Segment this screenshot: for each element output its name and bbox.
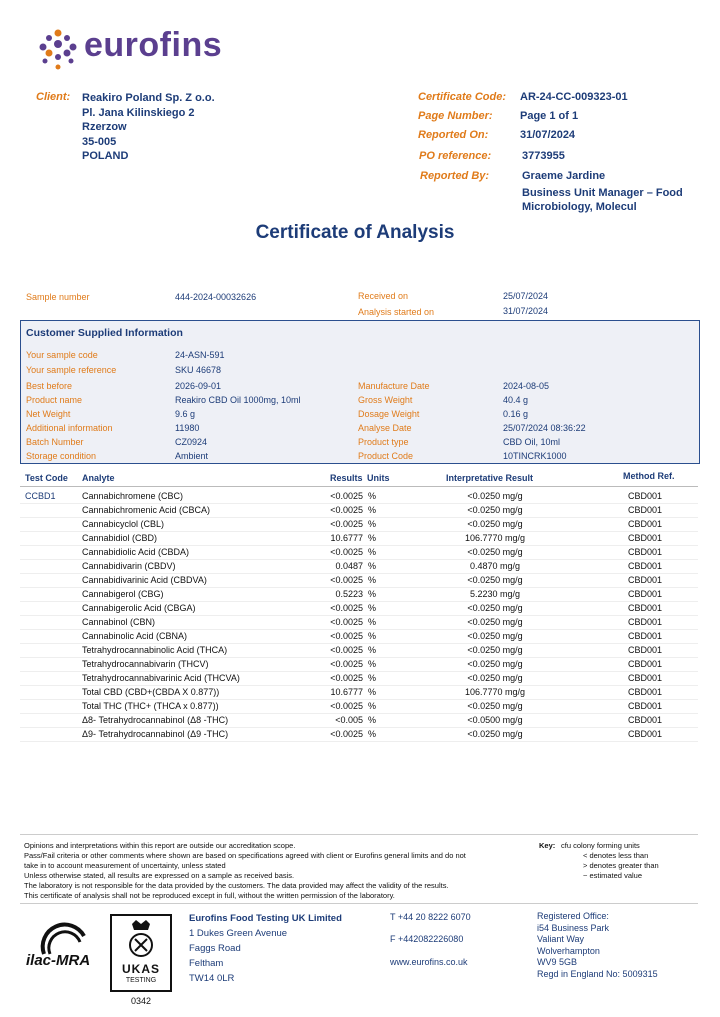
result-cell: <0.0025: [330, 673, 363, 683]
address-line: TW14 0LR: [189, 973, 235, 984]
method-cell: CBD001: [628, 603, 663, 613]
method-cell: CBD001: [628, 547, 663, 557]
table-row-divider: [20, 559, 698, 560]
method-cell: CBD001: [628, 729, 663, 739]
address-line: Feltham: [189, 958, 224, 969]
unit-cell: %: [368, 519, 377, 529]
unit-cell: %: [368, 589, 377, 599]
cert-code-label: Certificate Code:: [418, 91, 507, 103]
result-cell: <0.005: [335, 715, 363, 725]
customer-info-label: Storage condition: [26, 451, 97, 461]
registered-line: Wolverhampton: [537, 945, 600, 956]
analyte-cell: Cannabichromene (CBC): [82, 491, 184, 501]
method-cell: CBD001: [628, 589, 663, 599]
ukas-number: 0342: [131, 996, 152, 1006]
reported-by-title: Microbiology, Molecul: [522, 201, 637, 213]
eurofins-wordmark: eurofins: [84, 26, 223, 64]
unit-cell: %: [368, 645, 377, 655]
page-title: Certificate of Analysis: [255, 222, 455, 243]
fax: F +442082226080: [390, 934, 464, 944]
result-cell: <0.0025: [330, 729, 363, 739]
method-cell: CBD001: [628, 491, 663, 501]
analyte-cell: Cannabidivarinic Acid (CBDVA): [82, 575, 207, 585]
result-cell: <0.0025: [330, 659, 363, 669]
interpretative-cell: <0.0250 mg/g: [467, 617, 523, 627]
interpretative-cell: <0.0250 mg/g: [467, 505, 523, 515]
result-cell: <0.0025: [330, 701, 363, 711]
table-row-divider: [20, 713, 698, 714]
unit-cell: %: [368, 729, 377, 739]
received-on-value: 25/07/2024: [503, 291, 549, 301]
col-results: Results: [330, 473, 363, 483]
customer-info-value: 2024-08-05: [503, 381, 550, 391]
sample-number-label: Sample number: [26, 292, 90, 302]
customer-info-label: Product name: [26, 395, 83, 405]
analyte-cell: Cannabidiol (CBD): [82, 533, 158, 543]
interpretative-cell: 0.4870 mg/g: [469, 561, 521, 571]
customer-info-title: Customer Supplied Information: [26, 327, 183, 339]
footer-note: take in to account measurement of uncertainty, unless stated: [24, 861, 226, 870]
client-line: Rzerzow: [82, 121, 127, 133]
method-cell: CBD001: [628, 519, 663, 529]
registered-line: Valiant Way: [537, 934, 585, 944]
company-address: [189, 911, 342, 986]
customer-info-value: 9.6 g: [175, 409, 196, 419]
table-row-divider: [20, 699, 698, 700]
registered-line: Registered Office:: [537, 911, 609, 921]
col-interpretative: Interpretative Result: [446, 473, 534, 483]
interpretative-cell: 106.7770 mg/g: [464, 533, 526, 543]
customer-info-value: 0.16 g: [503, 409, 529, 419]
analyte-cell: Total CBD (CBD+(CBDA X 0.877)): [82, 687, 220, 697]
result-cell: <0.0025: [330, 603, 363, 613]
registered-line: Regd in England No: 5009315: [537, 968, 658, 979]
table-row-divider: [20, 671, 698, 672]
customer-info-value: Reakiro CBD Oil 1000mg, 10ml: [175, 395, 301, 405]
reported-by-label: Reported By:: [420, 170, 490, 182]
result-cell: <0.0025: [330, 519, 363, 529]
key-line: > denotes greater than: [583, 861, 659, 870]
interpretative-cell: <0.0250 mg/g: [467, 659, 523, 669]
interpretative-cell: 5.2230 mg/g: [469, 589, 521, 599]
po-value: 3773955: [522, 150, 565, 162]
method-cell: CBD001: [628, 645, 663, 655]
unit-cell: %: [368, 701, 377, 711]
analysis-started-value: 31/07/2024: [503, 306, 549, 316]
footer-divider-2: [20, 903, 698, 904]
customer-info-label: Additional information: [26, 423, 113, 433]
table-row-divider: [20, 657, 698, 658]
analyte-cell: Cannabidivarin (CBDV): [82, 561, 176, 571]
unit-cell: %: [368, 505, 377, 515]
method-cell: CBD001: [628, 701, 663, 711]
analyte-cell: Cannabicyclol (CBL): [82, 519, 165, 529]
table-row-divider: [20, 615, 698, 616]
analyte-cell: Cannabigerol (CBG): [82, 589, 164, 599]
table-row-divider: [20, 685, 698, 686]
customer-info-value: Ambient: [175, 451, 209, 461]
unit-cell: %: [368, 687, 377, 697]
result-cell: <0.0025: [330, 575, 363, 585]
eurofins-logo: [36, 28, 236, 72]
key-line: cfu colony forming units: [561, 841, 640, 850]
received-on-label: Received on: [358, 291, 409, 301]
interpretative-cell: <0.0250 mg/g: [467, 673, 523, 683]
client-address: [82, 91, 215, 164]
customer-info-value: 24-ASN-591: [175, 350, 225, 360]
result-cell: <0.0025: [330, 617, 363, 627]
table-row-divider: [20, 629, 698, 630]
ilac-mra-text: ilac-MRA: [26, 952, 91, 969]
page-number-value: Page 1 of 1: [520, 110, 579, 122]
col-analyte: Analyte: [82, 473, 115, 483]
interpretative-cell: <0.0250 mg/g: [467, 519, 523, 529]
website-link[interactable]: www.eurofins.co.uk: [390, 957, 468, 967]
table-row-divider: [20, 573, 698, 574]
analyte-cell: Cannabichromenic Acid (CBCA): [82, 505, 211, 515]
result-cell: 10.6777: [330, 687, 363, 697]
customer-info-label: Your sample code: [26, 350, 98, 360]
analyte-cell: Cannabinolic Acid (CBNA): [82, 631, 188, 641]
result-cell: <0.0025: [330, 491, 363, 501]
footer-note: Unless otherwise stated, all results are expressed on a sample as received basis.: [24, 871, 295, 880]
col-test-code: Test Code: [25, 473, 68, 483]
result-cell: <0.0025: [330, 547, 363, 557]
customer-info-value: 11980: [175, 423, 200, 433]
reported-on-value: 31/07/2024: [520, 129, 576, 141]
analyte-cell: Δ8- Tetrahydrocannabinol (Δ8 -THC): [82, 715, 229, 725]
result-cell: <0.0025: [330, 505, 363, 515]
customer-info-label: Your sample reference: [26, 365, 117, 375]
table-row-divider: [20, 517, 698, 518]
customer-info-value: 2026-09-01: [175, 381, 222, 391]
client-line: POLAND: [82, 150, 129, 162]
customer-info-label: Manufacture Date: [358, 381, 430, 391]
customer-info-label: Best before: [26, 381, 73, 391]
footer-note: This certificate of analysis shall not be reproduced except in full, without the written permission of the laboratory.: [24, 891, 395, 900]
po-label: PO reference:: [419, 150, 492, 162]
cert-code-value: AR-24-CC-009323-01: [520, 91, 628, 103]
customer-info-label: Dosage Weight: [358, 409, 420, 419]
eurofins-logo-dots-icon: [36, 28, 80, 72]
method-cell: CBD001: [628, 687, 663, 697]
customer-info-label: Net Weight: [26, 409, 71, 419]
address-line: 1 Dukes Green Avenue: [189, 928, 288, 939]
ilac-mra-logo: [22, 918, 102, 988]
analyte-cell: Total THC (THC+ (THCA x 0.877)): [82, 701, 219, 711]
customer-info-label: Batch Number: [26, 437, 84, 447]
customer-info-value: SKU 46678: [175, 365, 222, 375]
method-cell: CBD001: [628, 575, 663, 585]
analyte-cell: Tetrahydrocannabivarinic Acid (THCVA): [82, 673, 240, 683]
footer-note: Opinions and interpretations within this report are outside our accreditation scope.: [24, 841, 296, 850]
analysis-started-label: Analysis started on: [358, 307, 435, 317]
footer-divider: [20, 834, 698, 835]
unit-cell: %: [368, 491, 377, 501]
key-line: < denotes less than: [583, 851, 649, 860]
test-code-value: CCBD1: [25, 491, 56, 501]
unit-cell: %: [368, 533, 377, 543]
phone: T +44 20 8222 6070: [390, 912, 471, 922]
method-cell: CBD001: [628, 659, 663, 669]
interpretative-cell: 106.7770 mg/g: [464, 687, 526, 697]
analyte-cell: Tetrahydrocannabivarin (THCV): [82, 659, 209, 669]
registered-line: i54 Business Park: [537, 922, 610, 933]
method-cell: CBD001: [628, 617, 663, 627]
sample-number-value: 444-2024-00032626: [175, 292, 257, 302]
client-line: Pl. Jana Kilinskiego 2: [82, 106, 195, 119]
table-row-divider: [20, 741, 698, 742]
customer-info-value: 25/07/2024 08:36:22: [503, 423, 586, 433]
client-label: Client:: [36, 91, 71, 103]
unit-cell: %: [368, 715, 377, 725]
method-cell: CBD001: [628, 561, 663, 571]
company-name: Eurofins Food Testing UK Limited: [189, 913, 342, 924]
col-method: Method Ref.: [623, 471, 675, 481]
interpretative-cell: <0.0500 mg/g: [467, 715, 523, 725]
crown-icon: [112, 918, 170, 960]
result-cell: <0.0025: [330, 631, 363, 641]
unit-cell: %: [368, 603, 377, 613]
table-row-divider: [20, 643, 698, 644]
unit-cell: %: [368, 659, 377, 669]
method-cell: CBD001: [628, 505, 663, 515]
method-cell: CBD001: [628, 673, 663, 683]
registered-office: [537, 911, 658, 980]
customer-info-value: 40.4 g: [503, 395, 529, 405]
customer-info-label: Product type: [358, 437, 409, 447]
col-units: Units: [367, 473, 390, 483]
unit-cell: %: [368, 673, 377, 683]
unit-cell: %: [368, 617, 377, 627]
table-row-divider: [20, 545, 698, 546]
address-line: Faggs Road: [189, 943, 241, 954]
interpretative-cell: <0.0250 mg/g: [467, 645, 523, 655]
interpretative-cell: <0.0250 mg/g: [467, 729, 523, 739]
footer-note: Pass/Fail criteria or other comments where shown are based on specifications agreed with client or Eurofins general limits and do not: [24, 851, 466, 860]
analyte-cell: Cannabinol (CBN): [82, 617, 156, 627]
ukas-crown-logo: [110, 914, 172, 992]
analyte-cell: Cannabigerolic Acid (CBGA): [82, 603, 196, 613]
unit-cell: %: [368, 575, 377, 585]
table-row-divider: [20, 727, 698, 728]
interpretative-cell: <0.0250 mg/g: [467, 547, 523, 557]
client-line: 35-005: [82, 135, 117, 148]
method-cell: CBD001: [628, 631, 663, 641]
interpretative-cell: <0.0250 mg/g: [467, 491, 523, 501]
customer-info-label: Product Code: [358, 451, 414, 461]
analyte-cell: Tetrahydrocannabinolic Acid (THCA): [82, 645, 228, 655]
customer-info-label: Gross Weight: [358, 395, 413, 405]
customer-info-value: 10TINCRK1000: [503, 451, 567, 461]
unit-cell: %: [368, 631, 377, 641]
table-row-divider: [20, 503, 698, 504]
reported-by-title: Business Unit Manager – Food: [522, 187, 683, 199]
footer-notes: [24, 841, 544, 901]
interpretative-cell: <0.0250 mg/g: [467, 701, 523, 711]
footer-note: The laboratory is not responsible for the data provided by the customers. The data provided may affect the validity of the results.: [24, 881, 449, 890]
reported-on-label: Reported On:: [418, 129, 489, 141]
key-line: ~ estimated value: [583, 871, 642, 880]
result-cell: 0.0487: [335, 561, 363, 571]
analyte-cell: Cannabidiolic Acid (CBDA): [82, 547, 190, 557]
table-header-divider: [20, 486, 698, 487]
table-row-divider: [20, 587, 698, 588]
table-row-divider: [20, 601, 698, 602]
result-cell: 10.6777: [330, 533, 363, 543]
table-row-divider: [20, 531, 698, 532]
customer-info-value: CBD Oil, 10ml: [503, 437, 561, 447]
interpretative-cell: <0.0250 mg/g: [467, 575, 523, 585]
registered-line: WV9 5GB: [537, 957, 578, 967]
ukas-subtext: TESTING: [125, 977, 157, 984]
analyte-cell: Δ9- Tetrahydrocannabinol (Δ9 -THC): [82, 729, 229, 739]
method-cell: CBD001: [628, 715, 663, 725]
client-line: Reakiro Poland Sp. Z o.o.: [82, 92, 215, 104]
customer-info-label: Analyse Date: [358, 423, 412, 433]
interpretative-cell: <0.0250 mg/g: [467, 603, 523, 613]
interpretative-cell: <0.0250 mg/g: [467, 631, 523, 641]
page-number-label: Page Number:: [418, 110, 493, 122]
customer-info-value: CZ0924: [175, 437, 208, 447]
reported-by-value: Graeme Jardine: [522, 170, 606, 182]
ukas-text: UKAS: [121, 962, 160, 976]
unit-cell: %: [368, 561, 377, 571]
result-cell: 0.5223: [335, 589, 363, 599]
result-cell: <0.0025: [330, 645, 363, 655]
method-cell: CBD001: [628, 533, 663, 543]
key-label: Key:: [539, 841, 556, 850]
unit-cell: %: [368, 547, 377, 557]
